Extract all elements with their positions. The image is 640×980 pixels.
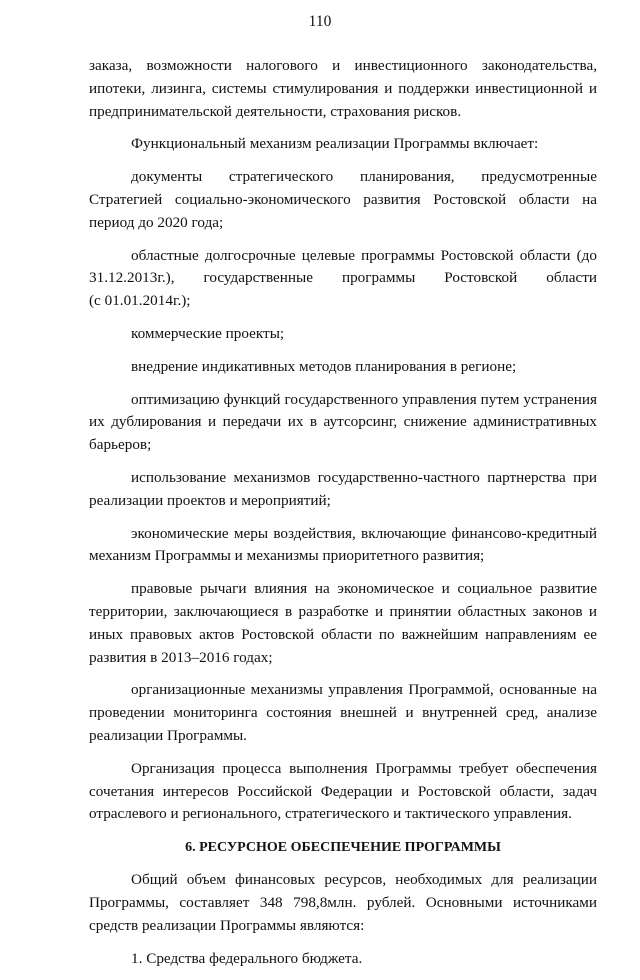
paragraph: правовые рычаги влияния на экономическое и социальное развитие территории, заключающиеся в разработке и принятии областных законов и иных правовых актов Ростовской области по важнейшим направлениям ее развития в 2013–2016 годах; bbox=[89, 580, 597, 666]
document-body bbox=[89, 55, 597, 980]
paragraph-text: (с 01.01.2014г.); bbox=[89, 292, 191, 310]
paragraph: организационные механизмы управления Программой, основанные на проведении мониторинга состояния внешней и внутренней сред, анализе реализации Программы. bbox=[89, 681, 597, 744]
paragraph: Функциональный механизм реализации Программы включает: bbox=[131, 135, 539, 153]
paragraph: использование механизмов государственно-частного партнерства при реализации проектов и мероприятий; bbox=[89, 468, 597, 509]
paragraph: Организация процесса выполнения Программы требует обеспечения сочетания интересов Российской Федерации и Ростовской области, задач отраслевого и регионального, стратегического и тактического управления. bbox=[89, 759, 597, 823]
paragraph: оптимизацию функций государственного управления путем устранения их дублирования и передачи их в аутсорсинг, снижение административных барьеров; bbox=[89, 390, 597, 454]
paragraph: внедрение индикативных методов планирования в регионе; bbox=[131, 357, 517, 375]
paragraph: заказа, возможности налогового и инвестиционного законодательства, ипотеки, лизинга, системы стимулирования и поддержки инвестиционной и предпринимательской деятельности, страхования рисков. bbox=[89, 57, 597, 120]
section-heading: 6. РЕСУРСНОЕ ОБЕСПЕЧЕНИЕ ПРОГРАММЫ bbox=[185, 840, 501, 856]
page-number: 110 bbox=[308, 13, 332, 30]
paragraph: Общий объем финансовых ресурсов, необходимых для реализации Программы, составляет 348 798,8млн. рублей. Основными источниками средств реализации Программы являются: bbox=[89, 871, 597, 934]
paragraph: коммерческие проекты; bbox=[131, 324, 285, 342]
paragraph-text: областные долгосрочные целевые программы Ростовской области (до 31.12.2013г.), государственные программы Ростовской области bbox=[89, 246, 597, 287]
paragraph: 1. Средства федерального бюджета. bbox=[131, 949, 363, 967]
paragraph: документы стратегического планирования, предусмотренные Стратегией социально-экономического развития Ростовской области на период до 2020 года; bbox=[89, 168, 597, 231]
paragraph: экономические меры воздействия, включающие финансово-кредитный механизм Программы и механизмы приоритетного развития; bbox=[89, 524, 597, 565]
paragraph bbox=[89, 245, 597, 313]
